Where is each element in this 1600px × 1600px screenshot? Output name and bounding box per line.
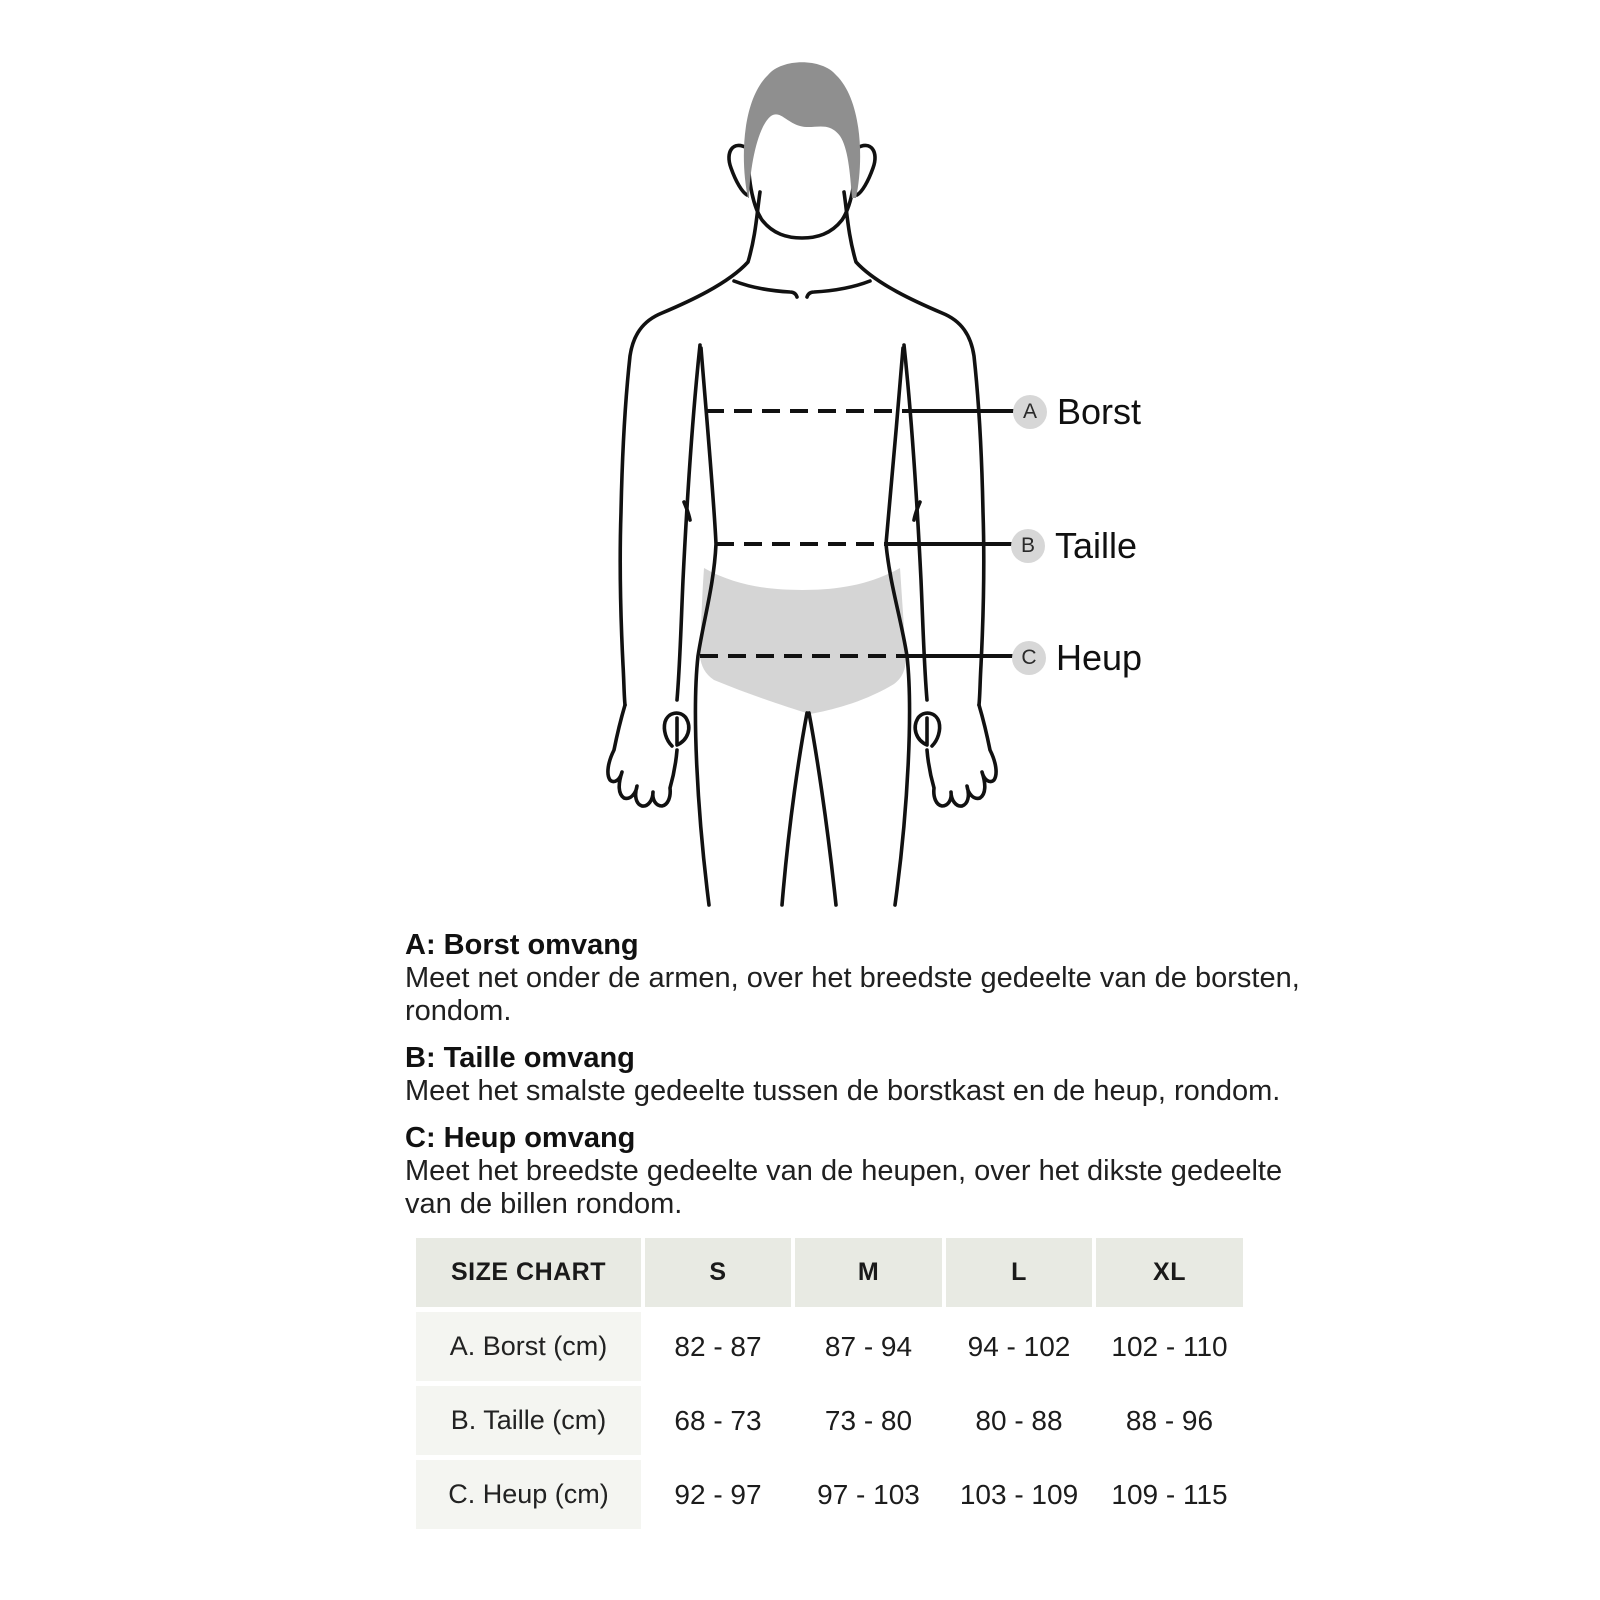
left-inner-arm <box>677 345 700 700</box>
underwear-shape <box>700 568 906 714</box>
right-collarbone <box>807 281 870 297</box>
row-label-chest: A. Borst (cm) <box>416 1312 641 1381</box>
right-thumb <box>915 713 939 746</box>
table-value: 73 - 80 <box>795 1386 942 1455</box>
label-text-chest: Borst <box>1057 391 1142 432</box>
row-label-waist: B. Taille (cm) <box>416 1386 641 1455</box>
table-value: 87 - 94 <box>795 1312 942 1381</box>
left-thumb <box>664 713 688 746</box>
face-outline <box>748 150 856 238</box>
table-value: 80 - 88 <box>946 1386 1092 1455</box>
instruction-line: Meet het smalste gedeelte tussen de borstkast en de heup, rondom. <box>405 1075 1281 1107</box>
table-value: 103 - 109 <box>946 1460 1092 1529</box>
measure-label-waist <box>1011 525 1138 566</box>
measure-label-hip <box>1012 637 1143 678</box>
table-header-s: S <box>645 1238 791 1307</box>
table-header-m: M <box>795 1238 942 1307</box>
left-inner-leg <box>782 713 807 905</box>
table-header-l: L <box>946 1238 1092 1307</box>
table-value: 68 - 73 <box>645 1386 791 1455</box>
hair-shape <box>744 62 860 198</box>
table-value: 92 - 97 <box>645 1460 791 1529</box>
instruction-heading: A: Borst omvang <box>405 929 639 961</box>
measure-label-chest <box>1013 391 1142 432</box>
row-label-hip: C. Heup (cm) <box>416 1460 641 1529</box>
table-value: 88 - 96 <box>1096 1386 1243 1455</box>
instruction-line: Meet het breedste gedeelte van de heupen, over het dikste gedeelte <box>405 1155 1283 1187</box>
left-collarbone <box>734 281 797 297</box>
instruction-line: van de billen rondom. <box>405 1188 683 1220</box>
measure-instructions <box>405 929 1305 1221</box>
table-value: 94 - 102 <box>946 1312 1092 1381</box>
label-text-waist: Taille <box>1055 525 1138 566</box>
table-value: 102 - 110 <box>1096 1312 1243 1381</box>
right-inner-arm <box>904 345 927 700</box>
table-value: 97 - 103 <box>795 1460 942 1529</box>
instruction-chest <box>405 929 1305 1028</box>
table-value: 109 - 115 <box>1096 1460 1243 1529</box>
label-circle-c: C <box>1012 641 1046 675</box>
instruction-waist <box>405 1042 1305 1108</box>
label-text-hip: Heup <box>1056 637 1143 678</box>
label-circle-a: A <box>1013 395 1047 429</box>
table-header-title: SIZE CHART <box>416 1238 641 1307</box>
size-chart-table <box>416 1238 1243 1529</box>
instruction-line: Meet net onder de armen, over het breedste gedeelte van de borsten, <box>405 962 1300 994</box>
label-circle-b: B <box>1011 529 1045 563</box>
table-value: 82 - 87 <box>645 1312 791 1381</box>
instruction-hip <box>405 1122 1305 1221</box>
instruction-heading: B: Taille omvang <box>405 1042 635 1074</box>
instruction-heading: C: Heup omvang <box>405 1122 636 1154</box>
body-illustration <box>580 50 1014 910</box>
table-header-xl: XL <box>1096 1238 1243 1307</box>
instruction-line: rondom. <box>405 995 512 1027</box>
right-inner-leg <box>809 713 836 905</box>
